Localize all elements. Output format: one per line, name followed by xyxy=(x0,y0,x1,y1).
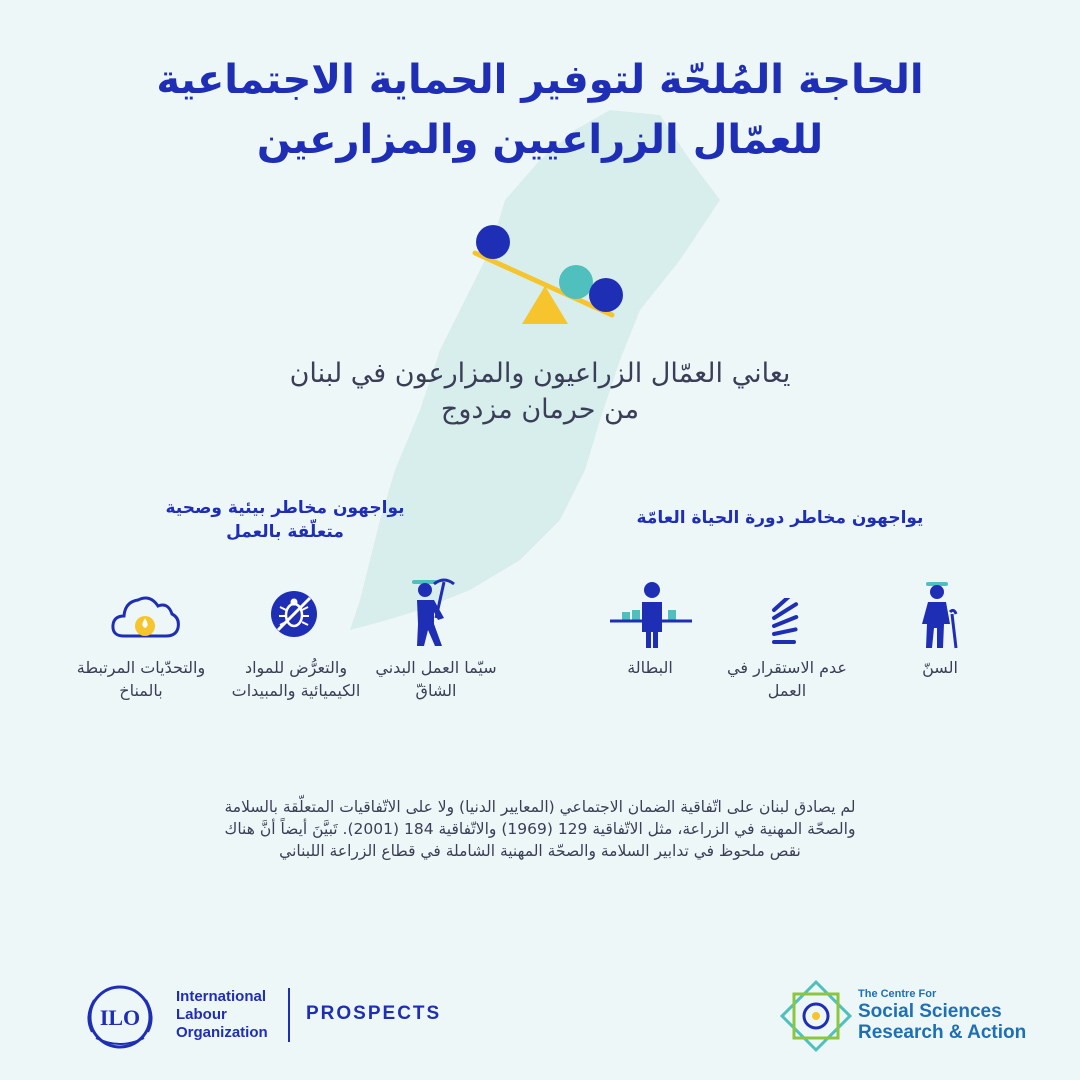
page-title xyxy=(90,50,990,170)
unstable-work-icon xyxy=(766,598,816,648)
caption-unemployment: البطالة xyxy=(627,658,673,677)
unemployment-icon xyxy=(606,578,696,650)
work-risks-heading-line-2: متعلّقة بالعمل xyxy=(226,522,344,542)
work-risks-heading xyxy=(130,496,440,544)
prospects-logo: PROSPECTS xyxy=(306,1003,442,1024)
farmer-pickaxe-icon xyxy=(404,574,464,650)
ilo-name xyxy=(176,988,268,1042)
seesaw-illustration xyxy=(460,220,630,330)
note-line-1: لم يصادق لبنان على اتّفاقية الضمان الاجتماعي (المعايير الدنيا) ولا على الاتّفاقيات المتعلّقة بالسلامة xyxy=(224,798,856,816)
caption-chemical-exposure: والتعرُّض للمواد الكيميائية والمبيدات xyxy=(231,658,361,700)
ilo-logo xyxy=(80,982,160,1052)
caption-age: السنّ xyxy=(922,658,958,677)
ilo-monogram: ILO xyxy=(99,1005,141,1030)
subtitle xyxy=(240,356,840,428)
cssra-name xyxy=(858,988,1026,1043)
caption-unstable-work: عدم الاستقرار في العمل xyxy=(727,658,847,700)
caption-hard-physical-work: سيّما العمل البدني الشاقّ xyxy=(375,658,497,700)
ilo-name-line-1: International xyxy=(176,988,267,1005)
work-risks-heading-line-1: يواجهون مخاطر بيئية وصحية xyxy=(165,498,405,518)
ilo-name-line-2: Labour xyxy=(176,1006,227,1023)
cssra-ornament-logo xyxy=(778,978,854,1054)
logo-divider xyxy=(288,988,290,1042)
cssra-name-line-1: The Centre For xyxy=(858,988,937,1000)
note-line-3: نقص ملحوظ في تدابير السلامة والصحّة المهنية الشاملة في قطاع الزراعة اللبناني xyxy=(279,842,801,860)
note-line-2: والصحّة المهنية في الزراعة، مثل الاتّفاقية 129 (1969) والاتّفاقية 184 (2001). تَبيَّنَ أيضاً أنَّ هناك xyxy=(224,820,856,838)
title-line-2: للعمّال الزراعيين والمزارعين xyxy=(256,117,824,163)
subtitle-line-2: من حرمان مزدوج xyxy=(440,394,640,425)
cssra-name-line-3: Research & Action xyxy=(858,1022,1027,1043)
subtitle-line-1: يعاني العمّال الزراعيون والمزارعون في لبنان xyxy=(289,358,791,389)
elderly-person-icon xyxy=(910,578,970,650)
no-pests-icon xyxy=(268,588,320,640)
caption-climate-challenges: والتحدّيات المرتبطة بالمناخ xyxy=(76,658,206,700)
life-cycle-risks-heading: يواجهون مخاطر دورة الحياة العامّة xyxy=(636,508,924,528)
title-line-1: الحاجة المُلحّة لتوفير الحماية الاجتماعية xyxy=(156,57,924,103)
ilo-name-line-3: Organization xyxy=(176,1024,268,1041)
cssra-name-line-2: Social Sciences xyxy=(858,1001,1002,1022)
climate-cloud-icon xyxy=(108,590,182,646)
ratification-note xyxy=(120,796,960,862)
